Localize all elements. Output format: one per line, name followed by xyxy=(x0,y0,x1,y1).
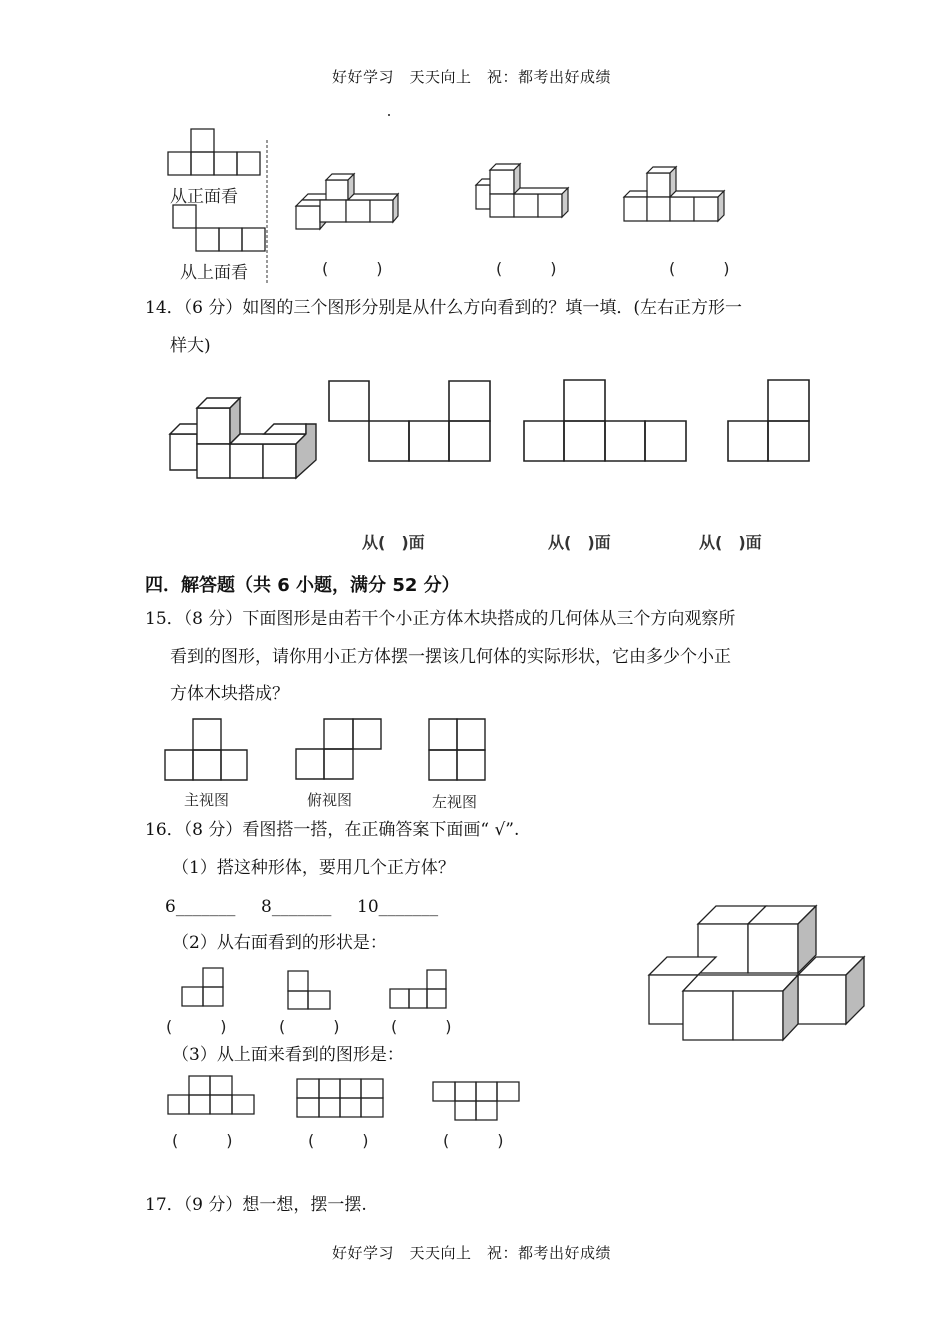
q15-line-3: 方体木块搭成？ xyxy=(170,684,289,704)
q16-sub-1: （1）搭这种形体，要用几个正方体？ xyxy=(172,858,455,878)
q15-line-2: 看到的图形，请你用小正方体摆一摆该几何体的实际形状，它由多少个小正 xyxy=(170,647,731,667)
q16-sub-3: （3）从上面来看到的图形是： xyxy=(172,1045,404,1065)
q14-answer-2[interactable]: 从( )面 xyxy=(548,533,611,552)
top-view-label: 从上面看 xyxy=(180,263,248,283)
q16-top-blank-3[interactable]: ( ) xyxy=(443,1131,504,1150)
q16-sub-2: （2）从右面看到的形状是： xyxy=(172,933,387,953)
q16-choice-8[interactable]: 8_______ xyxy=(261,897,332,917)
q16-line-1: 16．（8 分）看图搭一搭，在正确答案下面画“ √”. xyxy=(145,820,520,840)
main-view-label: 主视图 xyxy=(184,791,230,809)
q15-line-1: 15．（8 分）下面图形是由若干个小正方体木块搭成的几何体从三个方向观察所 xyxy=(145,609,736,629)
page-footer: 好好学习 天天向上 祝：都考出好成绩 xyxy=(332,1244,612,1262)
left-view-label: 左视图 xyxy=(432,793,478,811)
q14-line-2: 样大) xyxy=(170,336,211,356)
front-view-label: 从正面看 xyxy=(170,187,238,207)
top-view-label-q15: 俯视图 xyxy=(307,791,353,809)
page-header: 好好学习 天天向上 祝：都考出好成绩 xyxy=(332,68,612,86)
q16-right-blank-2[interactable]: ( ) xyxy=(279,1017,340,1036)
q16-right-blank-3[interactable]: ( ) xyxy=(391,1017,452,1036)
q14-line-1: 14．（6 分）如图的三个图形分别是从什么方向看到的？填一填．(左右正方形一 xyxy=(145,298,742,318)
q16-choice-10[interactable]: 10_______ xyxy=(357,897,439,917)
q13-blank-2[interactable]: ( ) xyxy=(496,259,557,278)
q16-right-blank-1[interactable]: ( ) xyxy=(166,1017,227,1036)
q16-top-blank-2[interactable]: ( ) xyxy=(308,1131,369,1150)
q13-blank-3[interactable]: ( ) xyxy=(669,259,730,278)
q16-choice-6[interactable]: 6_______ xyxy=(165,897,236,917)
section-title: 四．解答题（共 6 小题，满分 52 分） xyxy=(145,575,460,596)
q14-answer-3[interactable]: 从( )面 xyxy=(699,533,762,552)
q14-answer-1[interactable]: 从( )面 xyxy=(362,533,425,552)
q17-line-1: 17．（9 分）想一想，摆一摆. xyxy=(145,1195,367,1215)
q13-blank-1[interactable]: ( ) xyxy=(322,259,383,278)
q16-top-blank-1[interactable]: ( ) xyxy=(172,1131,233,1150)
